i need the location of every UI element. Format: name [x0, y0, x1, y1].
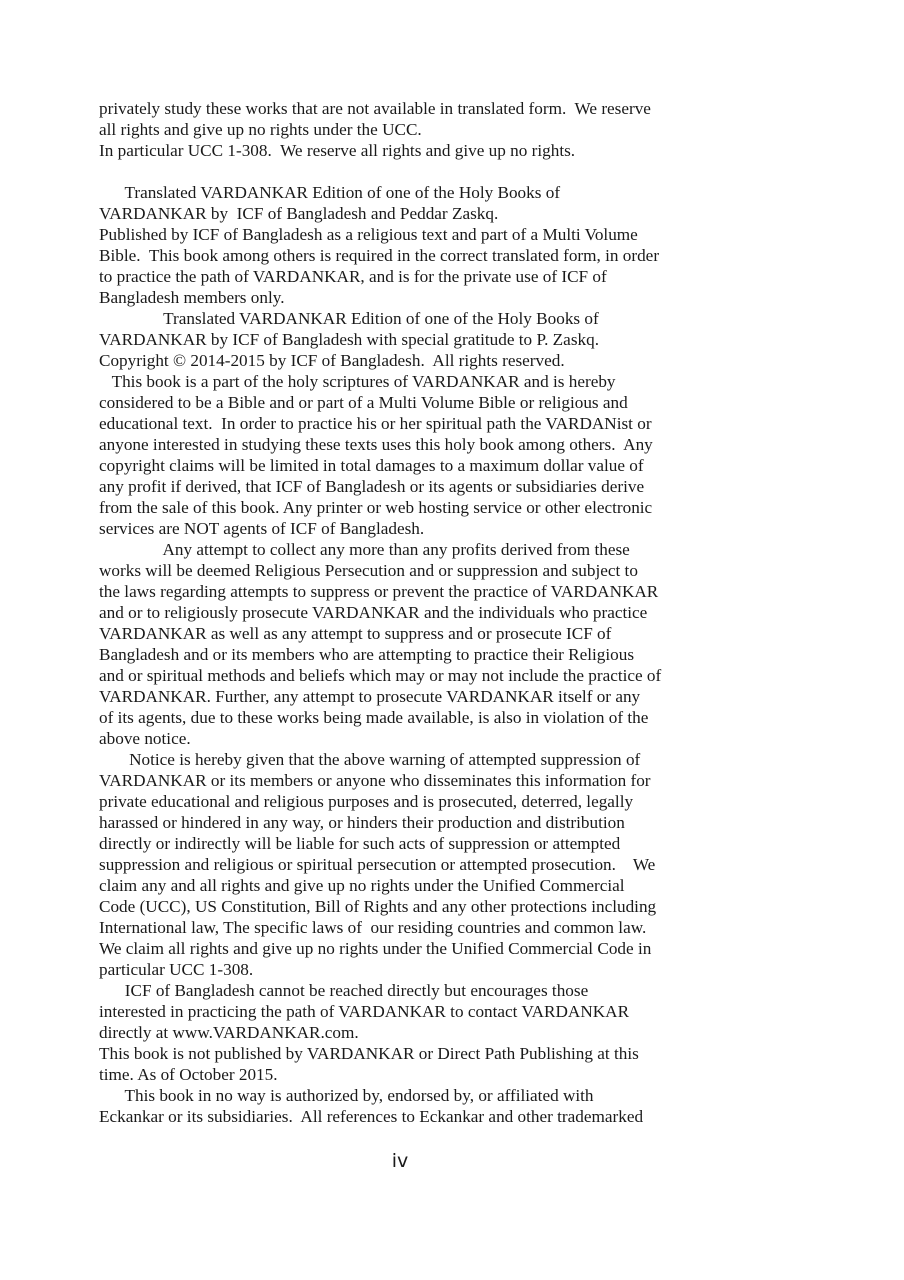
text-line: VARDANKAR as well as any attempt to suppress and or prosecute ICF of [99, 624, 612, 643]
text-line: works will be deemed Religious Persecution and or suppression and subject to [99, 561, 638, 580]
text-line: Code (UCC), US Constitution, Bill of Rights and any other protections including [99, 897, 657, 916]
text-line: any profit if derived, that ICF of Bangladesh or its agents or subsidiaries derive [99, 477, 645, 496]
text-line: ICF of Bangladesh cannot be reached directly but encourages those [99, 981, 589, 1000]
text-line: the laws regarding attempts to suppress or prevent the practice of VARDANKAR [99, 582, 659, 601]
text-line: interested in practicing the path of VARDANKAR to contact VARDANKAR [99, 1002, 630, 1021]
text-line: International law, The specific laws of our residing countries and common law. [99, 918, 647, 937]
text-line: This book in no way is authorized by, endorsed by, or affiliated with [99, 1086, 594, 1105]
page-number: iv [391, 1150, 409, 1172]
text-line: educational text. In order to practice his or her spiritual path the VARDANist or [99, 414, 652, 433]
text-line: time. As of October 2015. [99, 1065, 278, 1084]
text-line: services are NOT agents of ICF of Bangladesh. [99, 519, 425, 538]
text-line: In particular UCC 1-308. We reserve all rights and give up no rights. [99, 141, 576, 160]
text-line: harassed or hindered in any way, or hinders their production and distribution [99, 813, 625, 832]
blank-line [99, 161, 719, 182]
text-line: considered to be a Bible and or part of a Multi Volume Bible or religious and [99, 393, 628, 412]
text-line: Translated VARDANKAR Edition of one of the Holy Books of [99, 183, 561, 202]
text-line: Any attempt to collect any more than any profits derived from these [99, 540, 630, 559]
text-line: We claim all rights and give up no rights under the Unified Commercial Code in [99, 939, 652, 958]
text-line: anyone interested in studying these texts uses this holy book among others. Any [99, 435, 653, 454]
text-line: to practice the path of VARDANKAR, and is for the private use of ICF of [99, 267, 607, 286]
text-line: Published by ICF of Bangladesh as a religious text and part of a Multi Volume [99, 225, 638, 244]
text-line: claim any and all rights and give up no rights under the Unified Commercial [99, 876, 625, 895]
text-line: Bangladesh members only. [99, 288, 285, 307]
text-line: directly or indirectly will be liable for such acts of suppression or attempted [99, 834, 621, 853]
text-line: Bangladesh and or its members who are attempting to practice their Religious [99, 645, 635, 664]
text-line: and or to religiously prosecute VARDANKAR and the individuals who practice [99, 603, 648, 622]
text-line: privately study these works that are not available in translated form. We reserve [99, 99, 651, 118]
text-line: from the sale of this book. Any printer or web hosting service or other electronic [99, 498, 653, 517]
text-line: Eckankar or its subsidiaries. All references to Eckankar and other trademarked [99, 1107, 644, 1126]
text-line: VARDANKAR or its members or anyone who disseminates this information for [99, 771, 651, 790]
text-line: Translated VARDANKAR Edition of one of the Holy Books of [99, 309, 599, 328]
text-line: Bible. This book among others is required in the correct translated form, in order [99, 246, 660, 265]
text-line: Copyright © 2014-2015 by ICF of Bangladesh. All rights reserved. [99, 351, 565, 370]
text-line: all rights and give up no rights under the UCC. [99, 120, 422, 139]
text-line: suppression and religious or spiritual persecution or attempted prosecution. We [99, 855, 656, 874]
text-line: VARDANKAR. Further, any attempt to prosecute VARDANKAR itself or any [99, 687, 641, 706]
text-line: This book is a part of the holy scriptures of VARDANKAR and is hereby [99, 372, 616, 391]
text-line: Notice is hereby given that the above warning of attempted suppression of [99, 750, 641, 769]
text-line: This book is not published by VARDANKAR or Direct Path Publishing at this [99, 1044, 639, 1063]
text-line: private educational and religious purposes and is prosecuted, deterred, legally [99, 792, 634, 811]
text-line: copyright claims will be limited in total damages to a maximum dollar value of [99, 456, 644, 475]
text-line: and or spiritual methods and beliefs which may or may not include the practice of [99, 666, 662, 685]
text-line: directly at www.VARDANKAR.com. [99, 1023, 359, 1042]
text-line: VARDANKAR by ICF of Bangladesh with special gratitude to P. Zaskq. [99, 330, 599, 349]
body-text [99, 98, 719, 1127]
text-line: particular UCC 1-308. [99, 960, 254, 979]
text-line: VARDANKAR by ICF of Bangladesh and Peddar Zaskq. [99, 204, 499, 223]
text-line: of its agents, due to these works being made available, is also in violation of the [99, 708, 649, 727]
text-line: above notice. [99, 729, 191, 748]
